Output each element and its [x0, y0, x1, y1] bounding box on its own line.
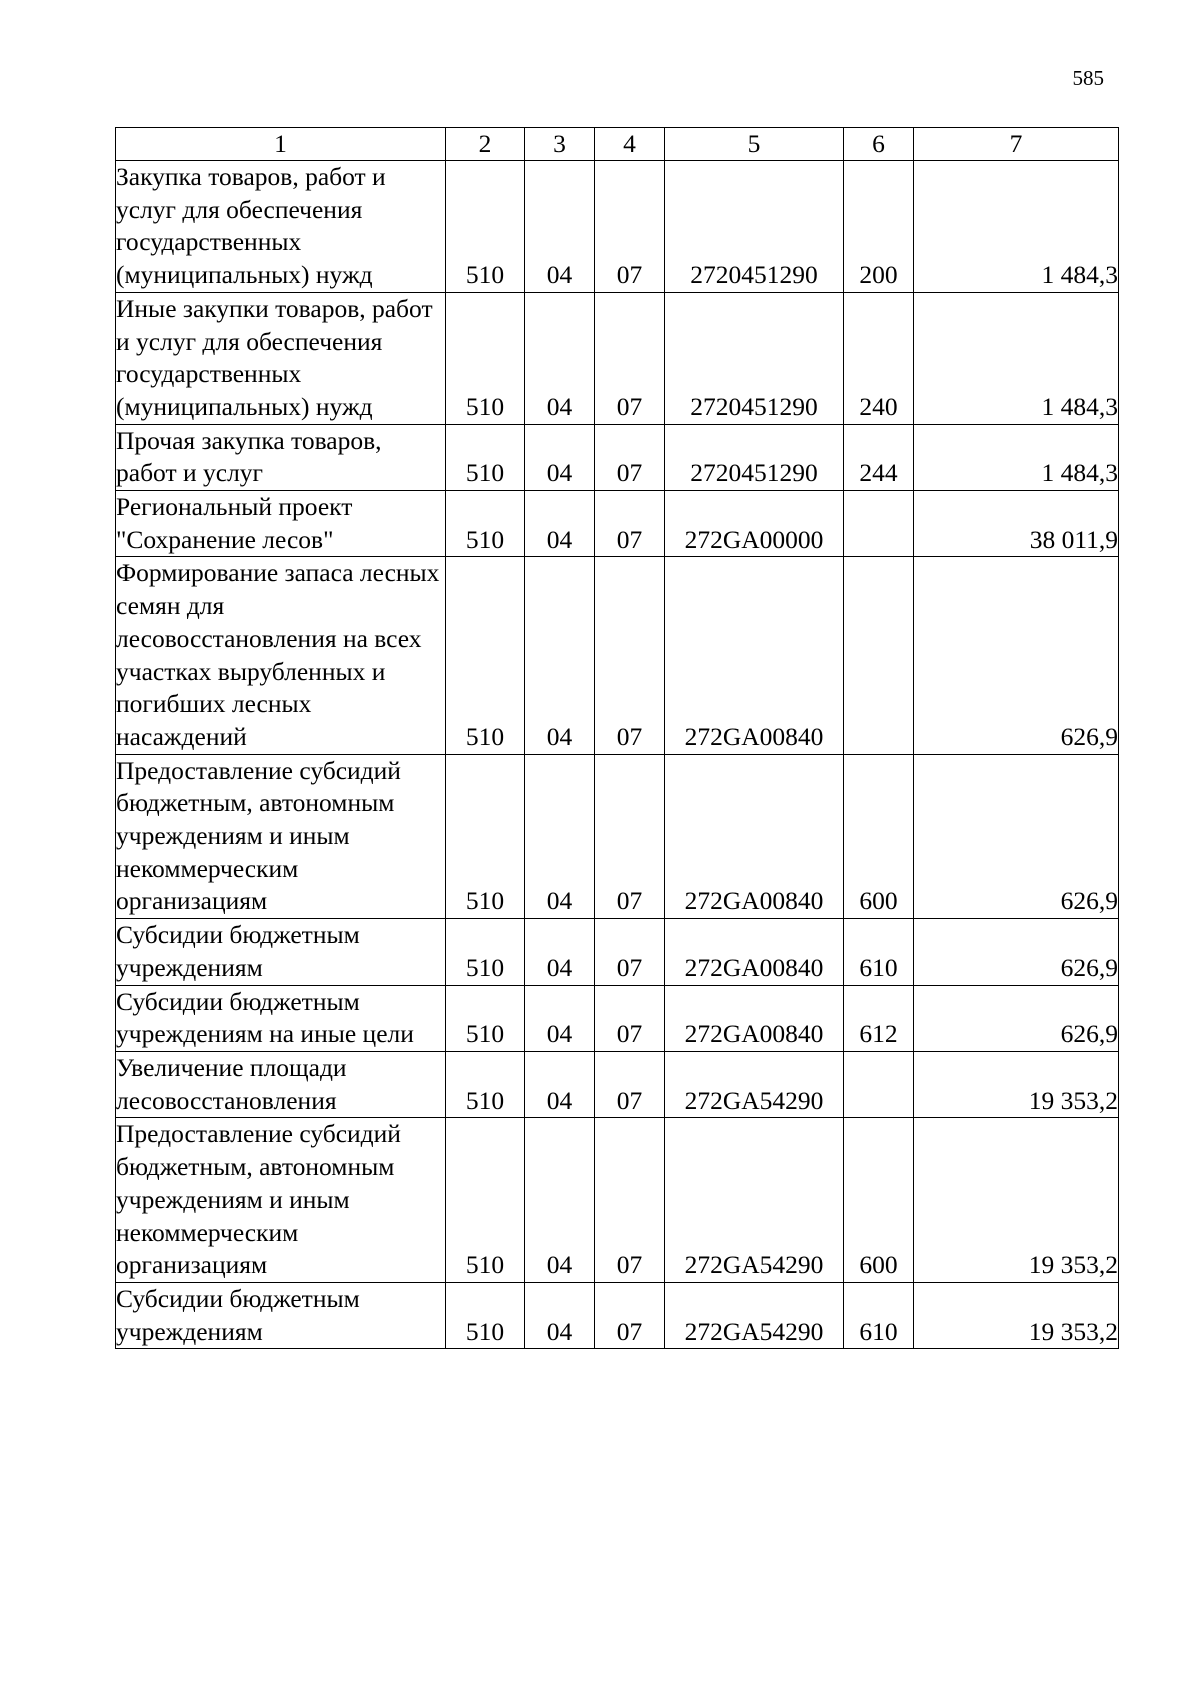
- cell-col-7: 38 011,9: [914, 491, 1119, 557]
- cell-col-6: [844, 491, 914, 557]
- cell-col-2: 510: [446, 491, 525, 557]
- cell-col-4: 07: [595, 919, 665, 985]
- cell-col-3: 04: [525, 1118, 595, 1283]
- cell-col-5: 272GA54290: [665, 1118, 844, 1283]
- cell-col-3: 04: [525, 161, 595, 293]
- cell-col-4: 07: [595, 1118, 665, 1283]
- cell-col-3: 04: [525, 985, 595, 1051]
- cell-col-4: 07: [595, 1282, 665, 1348]
- cell-col-4: 07: [595, 161, 665, 293]
- row-name: Предоставление субсидий бюджетным, автономным учреждениям и иным некоммерческим организациям: [116, 754, 446, 919]
- cell-col-4: 07: [595, 985, 665, 1051]
- cell-col-2: 510: [446, 919, 525, 985]
- header-cell: 6: [844, 128, 914, 161]
- header-cell: 5: [665, 128, 844, 161]
- cell-col-2: 510: [446, 292, 525, 424]
- cell-col-6: 610: [844, 1282, 914, 1348]
- table-row: [116, 985, 1119, 1051]
- cell-col-2: 510: [446, 1282, 525, 1348]
- cell-col-5: 272GA00000: [665, 491, 844, 557]
- cell-col-4: 07: [595, 292, 665, 424]
- row-name: Увеличение площади лесовосстановления: [116, 1051, 446, 1117]
- row-name: Субсидии бюджетным учреждениям: [116, 919, 446, 985]
- row-name: Субсидии бюджетным учреждениям на иные цели: [116, 985, 446, 1051]
- cell-col-4: 07: [595, 557, 665, 754]
- cell-col-3: 04: [525, 292, 595, 424]
- cell-col-3: 04: [525, 557, 595, 754]
- cell-col-4: 07: [595, 424, 665, 490]
- cell-col-4: 07: [595, 491, 665, 557]
- cell-col-6: [844, 557, 914, 754]
- cell-col-5: 272GA00840: [665, 754, 844, 919]
- cell-col-6: [844, 1051, 914, 1117]
- cell-col-3: 04: [525, 1051, 595, 1117]
- cell-col-2: 510: [446, 754, 525, 919]
- cell-col-7: 1 484,3: [914, 292, 1119, 424]
- cell-col-3: 04: [525, 919, 595, 985]
- cell-col-7: 1 484,3: [914, 161, 1119, 293]
- header-cell: 3: [525, 128, 595, 161]
- page-number: 585: [1072, 66, 1104, 90]
- cell-col-3: 04: [525, 424, 595, 490]
- cell-col-4: 07: [595, 754, 665, 919]
- cell-col-6: 244: [844, 424, 914, 490]
- cell-col-4: 07: [595, 1051, 665, 1117]
- row-name: Иные закупки товаров, работ и услуг для обеспечения государственных (муниципальных) нужд: [116, 292, 446, 424]
- cell-col-7: 626,9: [914, 919, 1119, 985]
- header-cell: 1: [116, 128, 446, 161]
- table-row: [116, 491, 1119, 557]
- header-row: [116, 128, 1119, 161]
- table-row: [116, 919, 1119, 985]
- cell-col-7: 1 484,3: [914, 424, 1119, 490]
- row-name: Субсидии бюджетным учреждениям: [116, 1282, 446, 1348]
- cell-col-3: 04: [525, 491, 595, 557]
- cell-col-6: 612: [844, 985, 914, 1051]
- table-row: [116, 424, 1119, 490]
- cell-col-7: 19 353,2: [914, 1118, 1119, 1283]
- cell-col-5: 272GA00840: [665, 557, 844, 754]
- cell-col-3: 04: [525, 1282, 595, 1348]
- header-cell: 2: [446, 128, 525, 161]
- cell-col-2: 510: [446, 985, 525, 1051]
- cell-col-5: 2720451290: [665, 292, 844, 424]
- table-row: [116, 1282, 1119, 1348]
- table-row: [116, 292, 1119, 424]
- cell-col-2: 510: [446, 557, 525, 754]
- cell-col-6: 240: [844, 292, 914, 424]
- cell-col-7: 19 353,2: [914, 1282, 1119, 1348]
- table-row: [116, 161, 1119, 293]
- cell-col-2: 510: [446, 1118, 525, 1283]
- cell-col-7: 626,9: [914, 985, 1119, 1051]
- row-name: Прочая закупка товаров, работ и услуг: [116, 424, 446, 490]
- cell-col-5: 2720451290: [665, 424, 844, 490]
- cell-col-5: 2720451290: [665, 161, 844, 293]
- cell-col-5: 272GA00840: [665, 985, 844, 1051]
- row-name: Формирование запаса лесных семян для лесовосстановления на всех участках вырубленных и погибших лесных насаждений: [116, 557, 446, 754]
- cell-col-2: 510: [446, 1051, 525, 1117]
- cell-col-7: 626,9: [914, 754, 1119, 919]
- cell-col-7: 19 353,2: [914, 1051, 1119, 1117]
- cell-col-2: 510: [446, 161, 525, 293]
- budget-table: [115, 127, 1119, 1349]
- cell-col-5: 272GA54290: [665, 1282, 844, 1348]
- cell-col-2: 510: [446, 424, 525, 490]
- cell-col-5: 272GA54290: [665, 1051, 844, 1117]
- row-name: Предоставление субсидий бюджетным, автономным учреждениям и иным некоммерческим организациям: [116, 1118, 446, 1283]
- table-row: [116, 557, 1119, 754]
- cell-col-6: 610: [844, 919, 914, 985]
- row-name: Закупка товаров, работ и услуг для обеспечения государственных (муниципальных) нужд: [116, 161, 446, 293]
- cell-col-5: 272GA00840: [665, 919, 844, 985]
- row-name: Региональный проект "Сохранение лесов": [116, 491, 446, 557]
- cell-col-6: 200: [844, 161, 914, 293]
- cell-col-6: 600: [844, 754, 914, 919]
- header-cell: 7: [914, 128, 1119, 161]
- cell-col-3: 04: [525, 754, 595, 919]
- header-cell: 4: [595, 128, 665, 161]
- table-row: [116, 754, 1119, 919]
- cell-col-7: 626,9: [914, 557, 1119, 754]
- table-row: [116, 1051, 1119, 1117]
- table-row: [116, 1118, 1119, 1283]
- cell-col-6: 600: [844, 1118, 914, 1283]
